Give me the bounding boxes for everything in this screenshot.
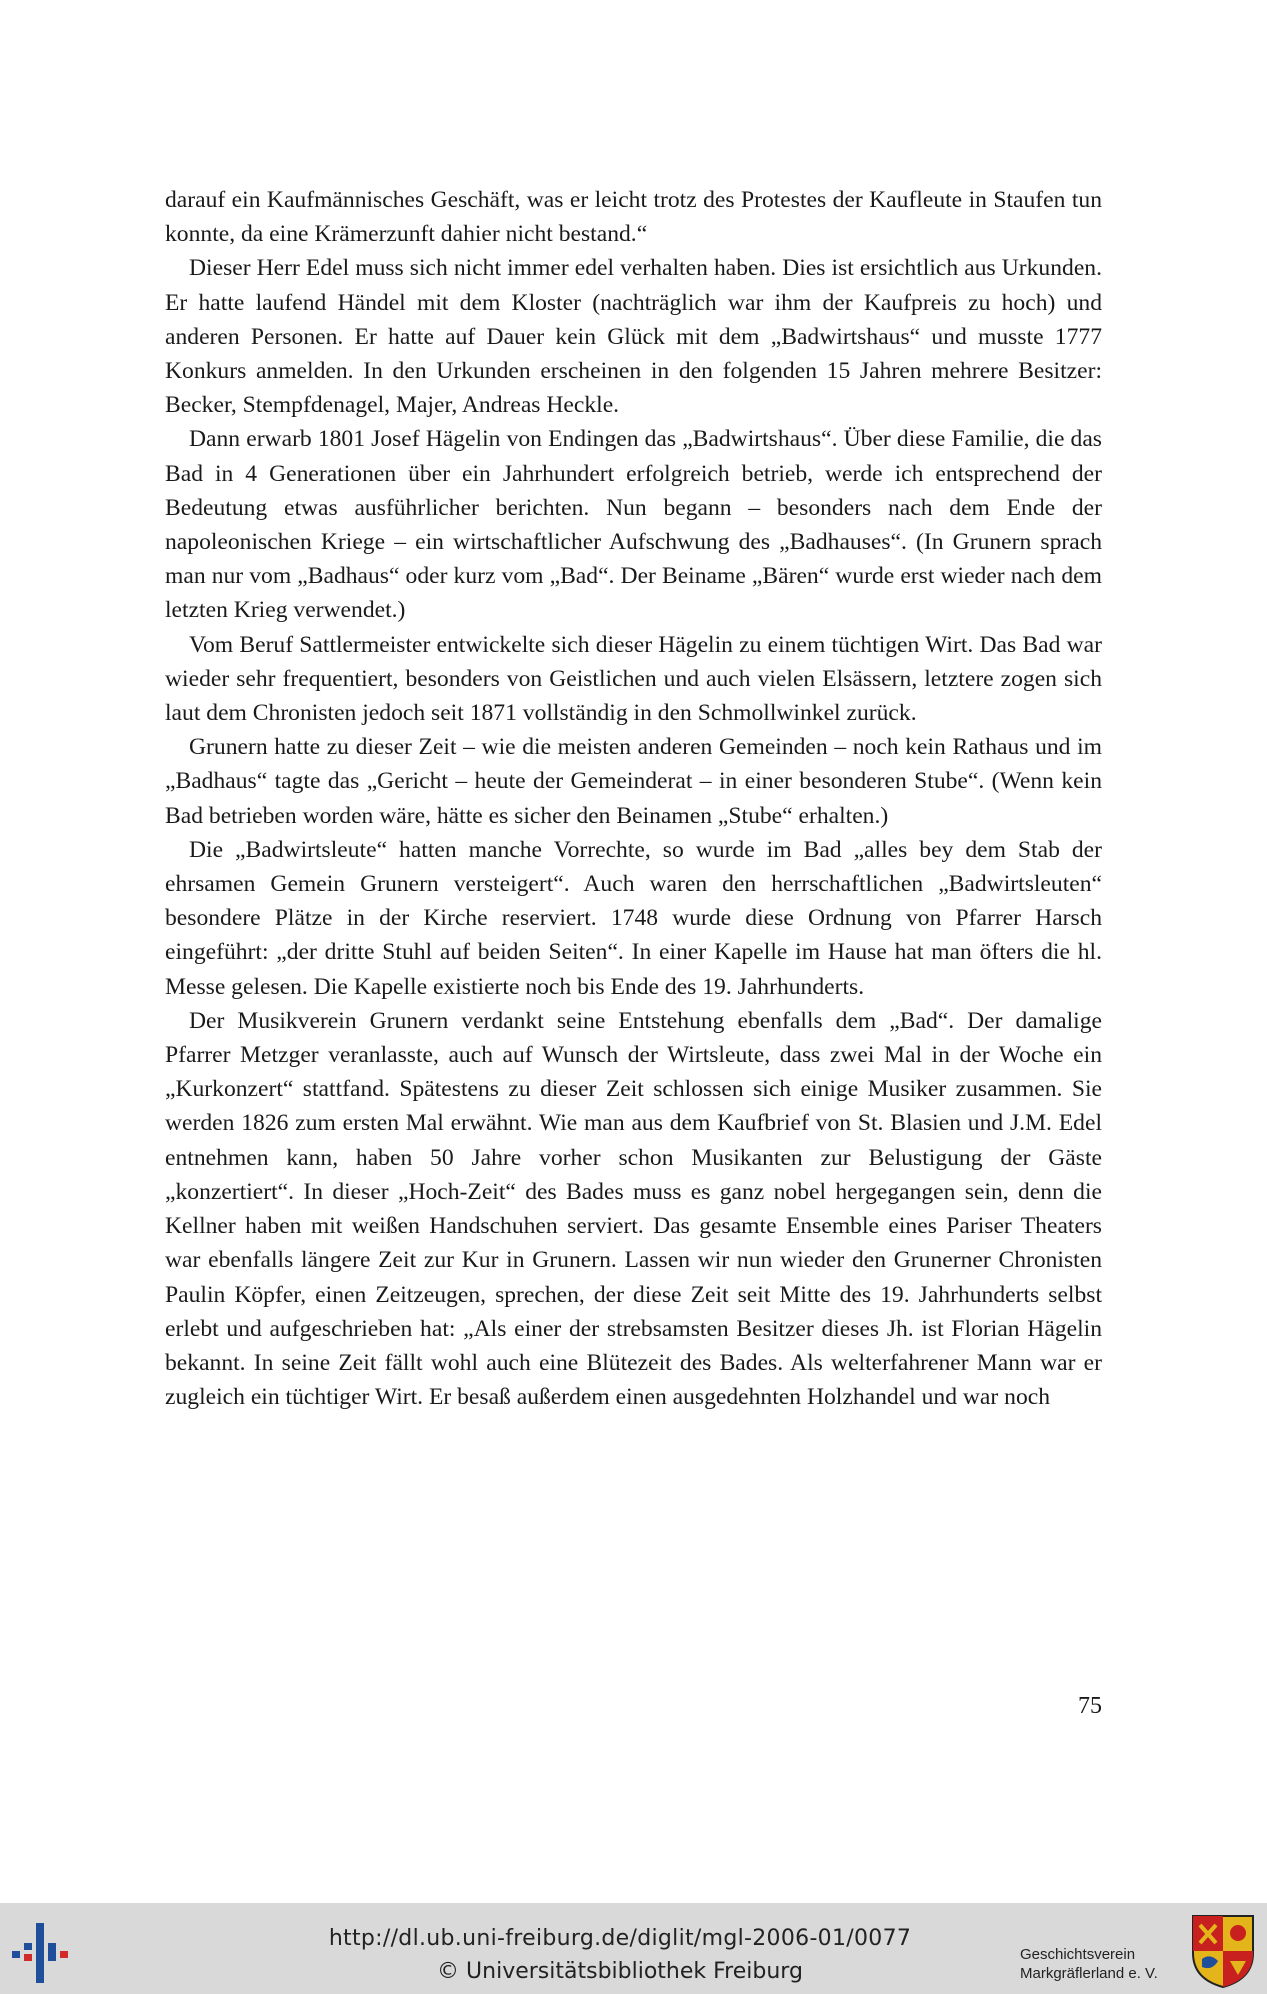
- paragraph-7: Der Musikverein Grunern verdankt seine Entstehung ebenfalls dem „Bad“. Der damalige Pfarrer Metzger veranlasste, auch auf Wunsch der Wirtsleute, dass zwei Mal in der Woche ein „Kurkonzert“ stattfand. Spätestens zu dieser Zeit schlossen sich einige Musiker zusammen. Sie werden 1826 zum ersten Mal erwähnt. Wie man aus dem Kaufbrief von St. Blasien und J.M. Edel entnehmen kann, haben 50 Jahre vorher schon Musikanten zur Belustigung der Gäste „konzertiert“. In dieser „Hoch-Zeit“ des Bades muss es ganz nobel hergegangen sein, denn die Kellner haben mit weißen Handschuhen serviert. Das gesamte Ensemble eines Pariser Theaters war ebenfalls längere Zeit zur Kur in Grunern. Lassen wir nun wieder den Grunerner Chronisten Paulin Köpfer, einen Zeitzeugen, sprechen, der diese Zeit seit Mitte des 19. Jahrhunderts selbst erlebt und aufgeschrieben hat: „Als einer der strebsamsten Besitzer dieses Jh. ist Florian Hägelin bekannt. In seine Zeit fällt wohl auch eine Blütezeit des Bades. Als welterfahrener Mann war er zugleich ein tüchtiger Wirt. Er besaß außerdem einen ausgedehnten Holzhandel und war noch: [165, 1007, 1102, 1411]
- society-line-2: Markgräflerland e. V.: [1020, 1965, 1158, 1982]
- society-name: [1020, 1945, 1180, 1983]
- paragraph-4: Vom Beruf Sattlermeister entwickelte sich dieser Hägelin zu einem tüchtigen Wirt. Das Bad war wieder sehr frequentiert, besonders von Geistlichen und auch vielen Elsässern, letztere zogen sich laut dem Chronisten jedoch seit 1871 vollständig in den Schmollwinkel zurück.: [165, 631, 1102, 727]
- coat-of-arms-icon: [1190, 1913, 1256, 1989]
- page-number: 75: [1078, 1693, 1102, 1719]
- paragraph-5: Grunern hatte zu dieser Zeit – wie die meisten anderen Gemeinden – noch kein Rathaus und im „Badhaus“ tagte das „Gericht – heute der Gemeinderat – in einer besonderen Stube“. (Wenn kein Bad betrieben worden wäre, hätte es sicher den Beinamen „Stube“ erhalten.): [165, 734, 1102, 829]
- footer-url-link[interactable]: http://dl.ub.uni-freiburg.de/diglit/mgl-2006-01/0077: [328, 1926, 912, 1951]
- page-body-text: [165, 183, 1102, 1414]
- footer-bar: [0, 1903, 1267, 1994]
- paragraph-2: Dieser Herr Edel muss sich nicht immer edel verhalten haben. Dies ist ersichtlich aus Urkunden. Er hatte laufend Händel mit dem Kloster (nachträglich war ihm der Kaufpreis zu hoch) und anderen Personen. Er hatte auf Dauer kein Glück mit dem „Badwirtshaus“ und musste 1777 Konkurs anmelden. In den Urkunden erscheinen in den folgenden 15 Jahren mehrere Besitzer: Becker, Stempfdenagel, Majer, Andreas Heckle.: [165, 255, 1102, 419]
- footer-copyright: © Universitätsbibliothek Freiburg: [437, 1959, 803, 1984]
- paragraph-3: Dann erwarb 1801 Josef Hägelin von Endingen das „Badwirtshaus“. Über diese Familie, die das Bad in 4 Generationen über ein Jahrhundert erfolgreich betrieb, werde ich entsprechend der Bedeutung etwas ausführlicher berichten. Nun begann – besonders nach dem Ende der napoleonischen Kriege – ein wirtschaftlicher Aufschwung des „Badhauses“. (In Grunern sprach man nur vom „Badhaus“ oder kurz vom „Bad“. Der Beiname „Bären“ wurde erst wieder nach dem letzten Krieg verwendet.): [165, 426, 1102, 624]
- paragraph-6: Die „Badwirtsleute“ hatten manche Vorrechte, so wurde im Bad „alles bey dem Stab der ehrsamen Gemein Grunern versteigert“. Auch waren den herrschaftlichen „Badwirtsleuten“ besondere Plätze in der Kirche reserviert. 1748 wurde diese Ordnung von Pfarrer Harsch eingeführt: „der dritte Stuhl auf beiden Seiten“. In einer Kapelle im Hause hat man öfters die hl. Messe gelesen. Die Kapelle existierte noch bis Ende des 19. Jahrhunderts.: [165, 836, 1102, 1000]
- digital-library-logo-icon[interactable]: [12, 1923, 82, 1983]
- society-line-1: Geschichtsverein: [1020, 1946, 1136, 1963]
- paragraph-1: darauf ein Kaufmännisches Geschäft, was er leicht trotz des Protestes der Kaufleute in Staufen tun konnte, da eine Krämerzunft dahier nicht bestand.“: [165, 187, 1102, 248]
